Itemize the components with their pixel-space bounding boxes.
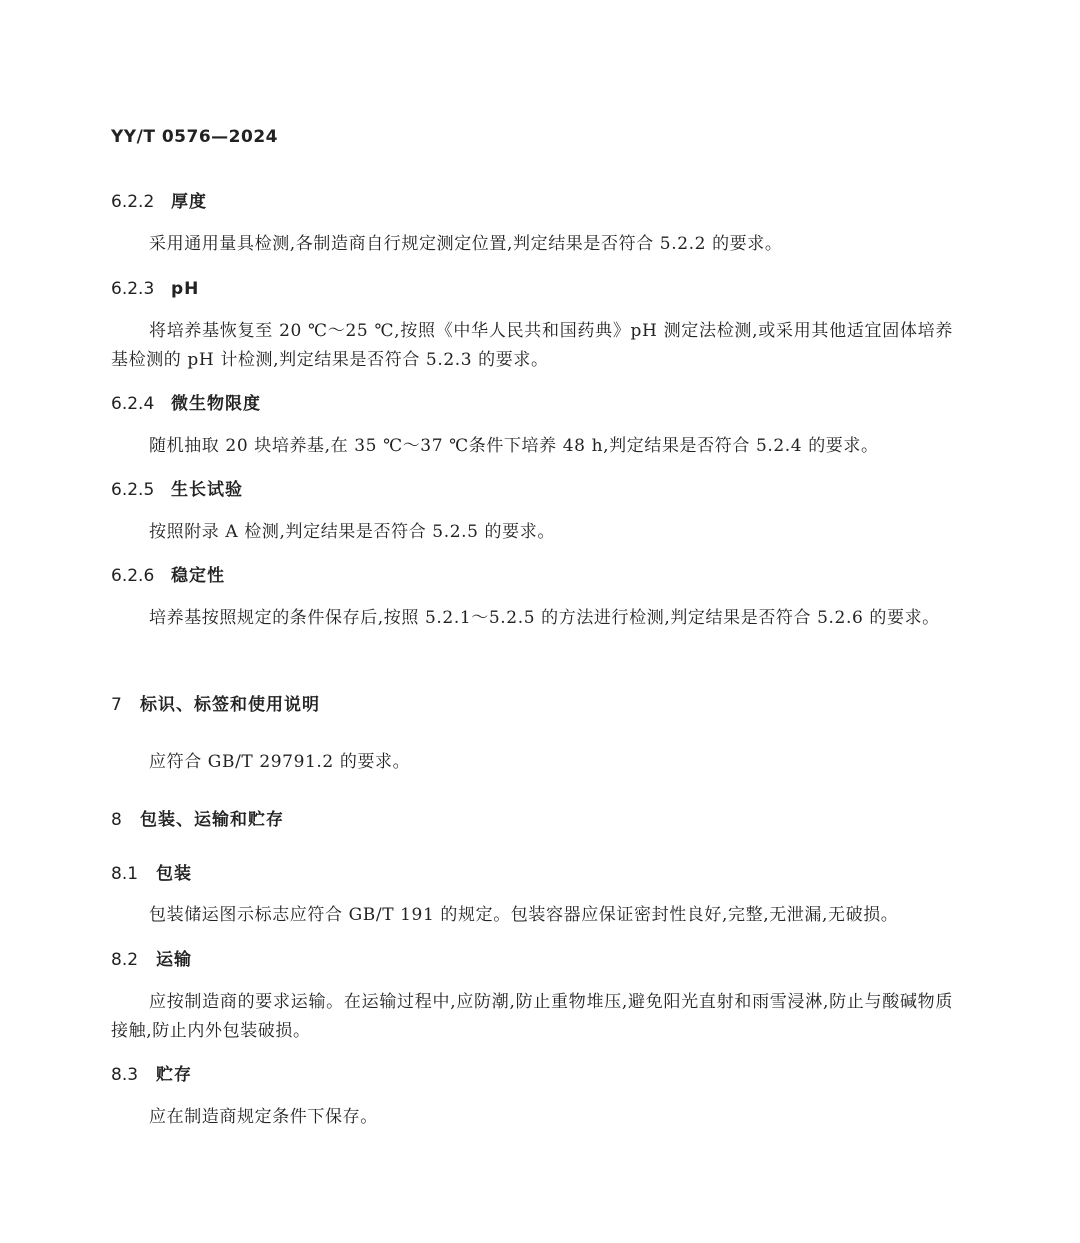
heading-8-1 [111,863,192,885]
heading-6-2-2 [111,191,207,213]
section-number: 6.2.5 [111,480,155,500]
paragraph-7: 应符合 GB/T 29791.2 的要求。 [149,752,411,772]
section-title: 运输 [156,950,192,970]
paragraph-6-2-2: 采用通用量具检测,各制造商自行规定测定位置,判定结果是否符合 5.2.2 的要求。 [149,234,783,254]
heading-6-2-6 [111,565,225,587]
section-title: 微生物限度 [171,394,261,414]
section-number: 6.2.6 [111,566,155,586]
section-title: 包装、运输和贮存 [140,810,284,830]
section-number: 6.2.4 [111,394,155,414]
paragraph-8-3: 应在制造商规定条件下保存。 [149,1107,378,1127]
section-title: 生长试验 [171,480,243,500]
paragraph-6-2-3: 将培养基恢复至 20 ℃～25 ℃,按照《中华人民共和国药典》pH 测定法检测,或采用其他适宜固体培养基检测的 pH 计检测,判定结果是否符合 5.2.3 的要求。 [111,321,953,370]
paragraph-8-1: 包装储运图示标志应符合 GB/T 191 的规定。包装容器应保证密封性良好,完整,无泄漏,无破损。 [149,905,899,925]
heading-8 [111,809,284,831]
heading-8-2 [111,949,192,971]
section-title: 稳定性 [171,566,225,586]
paragraph-8-2: 应按制造商的要求运输。在运输过程中,应防潮,防止重物堆压,避免阳光直射和雨雪浸淋,防止与酸碱物质接触,防止内外包装破损。 [111,992,953,1041]
heading-6-2-4 [111,393,261,415]
heading-7 [111,694,320,716]
paragraph-6-2-4: 随机抽取 20 块培养基,在 35 ℃～37 ℃条件下培养 48 h,判定结果是否符合 5.2.4 的要求。 [149,436,879,456]
section-number: 6.2.2 [111,192,155,212]
section-number: 7 [111,695,122,715]
section-number: 6.2.3 [111,279,155,299]
section-number: 8.3 [111,1065,139,1085]
paragraph-6-2-5: 按照附录 A 检测,判定结果是否符合 5.2.5 的要求。 [149,522,555,542]
paragraph-6-2-6: 培养基按照规定的条件保存后,按照 5.2.1～5.2.5 的方法进行检测,判定结果是否符合 5.2.6 的要求。 [149,608,940,628]
section-number: 8.1 [111,864,139,884]
section-number: 8.2 [111,950,139,970]
section-title: 厚度 [171,192,207,212]
heading-8-3 [111,1064,192,1086]
section-title: pH [171,279,200,299]
document-id: YY/T 0576—2024 [111,127,278,147]
section-title: 包装 [156,864,192,884]
heading-6-2-5 [111,479,243,501]
section-number: 8 [111,810,122,830]
section-title: 标识、标签和使用说明 [140,695,320,715]
section-title: 贮存 [156,1065,192,1085]
heading-6-2-3 [111,278,199,300]
